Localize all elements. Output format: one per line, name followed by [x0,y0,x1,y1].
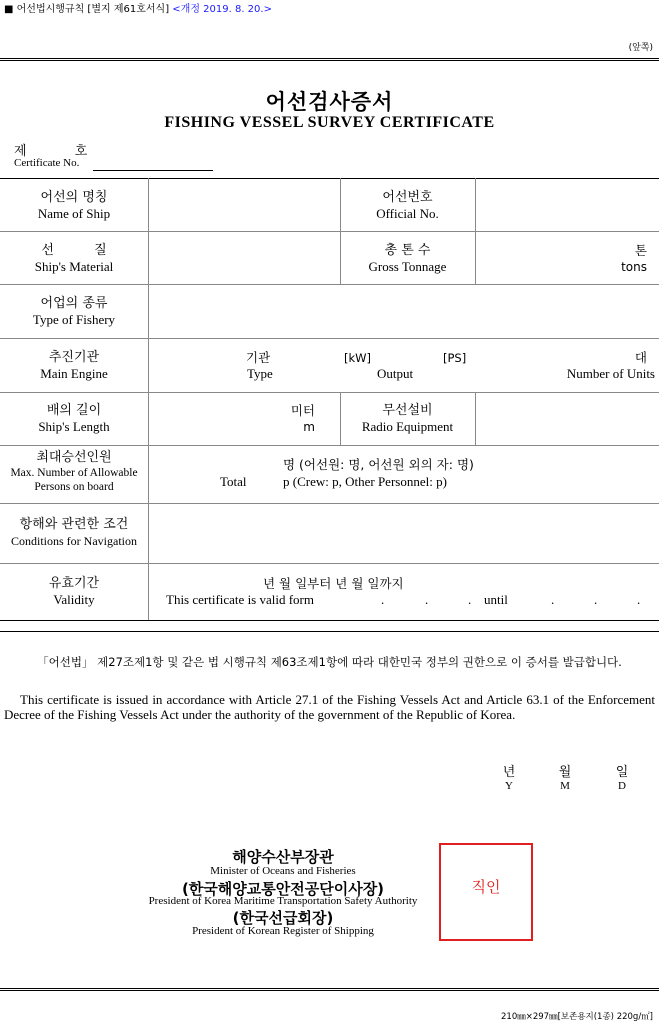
certificate-no-english: Certificate No. [14,157,80,169]
table-row-divider [0,445,659,446]
name-of-ship-label: 어선의 명칭 Name of Ship [37,190,111,221]
gross-tonnage-unit-ko: 톤 [634,243,647,258]
statement-top-divider [0,631,659,632]
validity-dot: . [425,592,429,607]
table-row-divider [0,563,659,564]
official-no-field[interactable] [476,179,658,230]
front-side-label: (앞쪽) [628,43,653,53]
signatory-kotsa-korean: (한국해양교통안전공단이사장) [181,880,385,898]
radio-equipment-field[interactable] [476,393,658,444]
engine-units-label-ko: 대 [634,350,647,365]
gross-tonnage-label: 총 톤 수 Gross Tonnage [368,243,447,274]
bottom-divider [0,988,659,991]
max-persons-total-label: Total [220,474,247,489]
main-engine-label: 추진기관 Main Engine [40,350,108,381]
max-persons-english-line: p (Crew: p, Other Personnel: p) [283,474,447,489]
validity-korean-line: 년 월 일부터 년 월 일까지 [263,576,404,591]
radio-equipment-label: 무선설비 Radio Equipment [361,403,454,434]
engine-type-label-ko: 기관 [246,350,271,365]
title-english: FISHING VESSEL SURVEY CERTIFICATE [164,114,495,131]
title-korean: 어선검사증서 [265,90,394,114]
ship-material-field[interactable] [149,232,339,283]
signatory-minister-korean: 해양수산부장관 [232,848,334,866]
engine-output-label-en: Output [377,366,414,381]
validity-until-label: until [484,592,508,607]
amendment-date: <개정 2019. 8. 20.> [172,4,272,15]
official-seal-label: 직인 [471,878,501,896]
validity-dot: . [637,592,641,607]
validity-dot: . [594,592,598,607]
navigation-conditions-field[interactable] [149,504,658,562]
certificate-no-field[interactable] [93,170,213,171]
top-divider [0,58,659,61]
type-of-fishery-field[interactable] [149,285,658,337]
ship-length-unit-ko: 미터 [290,403,315,418]
validity-dot: . [468,592,472,607]
name-of-ship-field[interactable] [149,179,339,230]
engine-output-ps-unit: [PS] [443,351,467,365]
signatory-kotsa-english: President of Korea Maritime Transportation Safety Authority [148,895,418,907]
table-row-divider [0,338,659,339]
table-bottom-border [0,620,659,621]
issuance-statement-english: This certificate is issued in accordance with Article 27.1 of the Fishing Vessels Act and Article 63.1 of the Enforcement Decree of the Fishing Vessels Act under the authority of the government of the Republic of Korea. [4,692,655,722]
ship-material-label: 선 질 Ship's Material [34,243,125,274]
issuance-statement-korean: 「어선법」 제27조제1항 및 같은 법 시행규칙 제63조제1항에 따라 대한민국 정부의 권한으로 이 증서를 발급합니다. [37,655,622,669]
paper-specification: 210㎜×297㎜[보존용지(1종) 220g/㎡] [501,1012,653,1022]
engine-type-label-en: Type [247,366,273,381]
validity-label: 유효기간 Validity [48,576,100,607]
gross-tonnage-unit-en: tons [621,260,647,274]
validity-dot: . [551,592,555,607]
date-day: 일 D [615,765,629,792]
max-persons-korean-line: 명 (어선원: 명, 어선원 외의 자: 명) [283,457,474,472]
form-reference: ■ 어선법시행규칙 [별지 제61호서식] [4,4,170,15]
gross-tonnage-field[interactable] [476,232,658,283]
signatory-kr-english: President of Korean Register of Shipping [192,925,374,937]
date-year: 년 Y [502,765,516,792]
type-of-fishery-label: 어업의 종류 Type of Fishery [32,296,116,327]
validity-english-line: This certificate is valid form [166,592,315,607]
certificate-no-korean: 제 호 [14,144,110,159]
max-persons-label: 최대승선인원 Max. Number of Allowable Persons on board [10,450,138,493]
engine-units-label-en: Number of Units [566,366,655,381]
date-month: 월 M [558,765,572,792]
official-no-label: 어선번호 Official No. [376,190,439,221]
signatory-kr-korean: (한국선급회장) [232,909,334,927]
navigation-conditions-label: 항해와 관련한 조건 Conditions for Navigation [11,517,137,548]
engine-output-kw-unit: [kW] [344,351,372,365]
signatory-minister-english: Minister of Oceans and Fisheries [210,865,356,877]
ship-length-label: 배의 길이 Ship's Length [38,403,110,434]
form-reference-line [4,0,272,15]
ship-length-unit-en: m [303,420,315,434]
validity-dot: . [381,592,385,607]
